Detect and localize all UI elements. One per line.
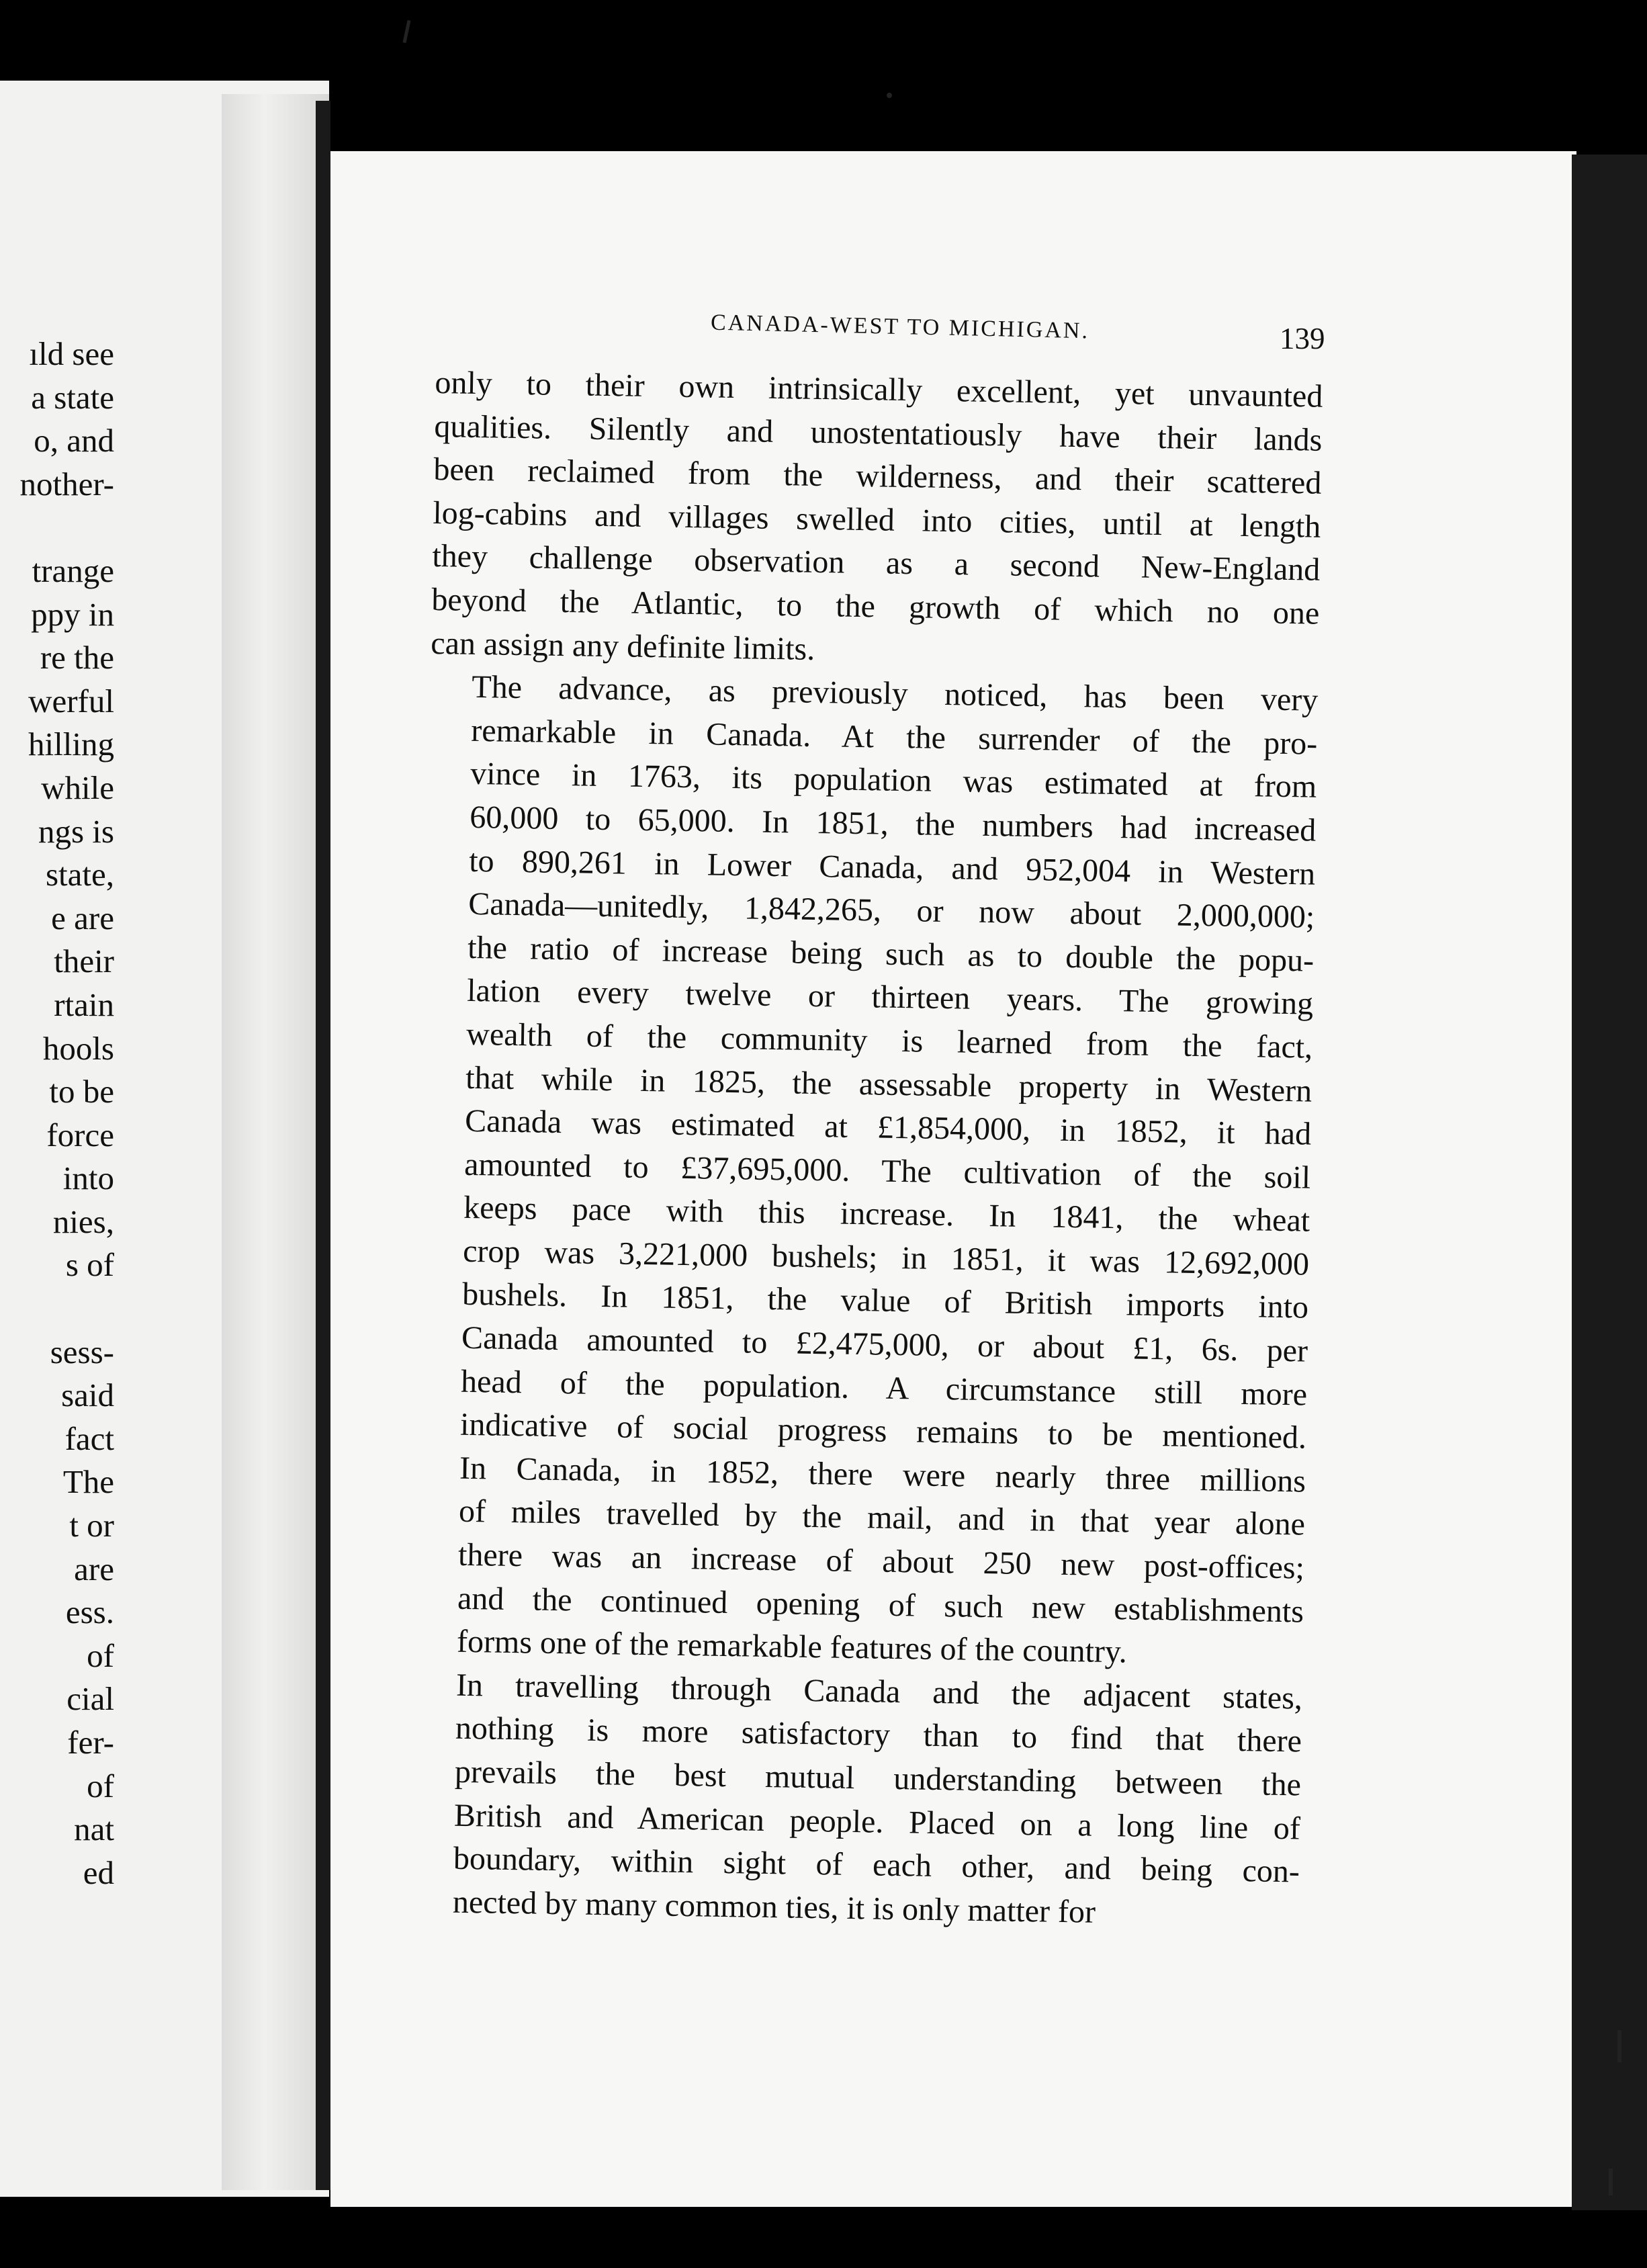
text-line: of miles travelled by the mail, and in that year alone: [458, 1493, 1306, 1542]
text-line: prevails the best mutual understanding between the: [454, 1753, 1302, 1803]
left-page-line: trange: [32, 552, 114, 589]
left-page-line: rtain: [54, 986, 114, 1023]
text-line: 60,000 to 65,000. In 1851, the numbers had increased: [469, 799, 1317, 848]
left-page-text: [0, 333, 114, 1894]
left-page-line: nat: [74, 1811, 114, 1848]
left-page-line: ıld see: [29, 335, 114, 372]
text-line: can assign any definite limits.: [431, 625, 815, 667]
left-page-line: to be: [49, 1073, 114, 1110]
left-page-line: re the: [40, 639, 114, 677]
left-page-line: t or: [69, 1507, 114, 1544]
text-line: only to their own intrinsically excellent, yet unvaunted: [435, 364, 1323, 415]
left-page-line: [0, 506, 114, 550]
text-line: Canada—unitedly, 1,842,265, or now about 2,000,000;: [468, 886, 1315, 935]
left-page-line: ess.: [65, 1594, 114, 1631]
left-page-line: of: [87, 1767, 114, 1804]
left-page-line: [0, 1287, 114, 1331]
left-page-line: state,: [45, 856, 114, 893]
left-page-line: their: [54, 943, 114, 980]
text-line: forms one of the remarkable features of the country.: [456, 1623, 1128, 1670]
text-line: wealth of the community is learned from the fact,: [465, 1016, 1313, 1065]
body-text: [410, 361, 1323, 1937]
text-line: head of the population. A circumstance still more: [460, 1363, 1308, 1413]
text-line: bushels. In 1851, the value of British imports into: [461, 1276, 1309, 1326]
page-edge-shadow: [1572, 155, 1647, 2210]
left-page-line: hilling: [28, 726, 114, 763]
text-line: qualities. Silently and unostentatiously have their lands: [434, 408, 1323, 458]
left-page-line: s of: [65, 1246, 114, 1284]
text-line: amounted to £37,695,000. The cultivation of the soil: [463, 1146, 1311, 1196]
left-page-line: nies,: [52, 1203, 114, 1240]
text-line: nothing is more satisfactory than to find that there: [455, 1710, 1302, 1759]
text-line: log-cabins and villages swelled into cities, until at length: [433, 494, 1321, 545]
paragraph: [410, 1663, 1302, 1937]
page-number: 139: [1280, 322, 1325, 355]
left-page-line: of: [87, 1637, 114, 1674]
left-page-line: o, and: [34, 422, 114, 460]
scan-speck: [403, 20, 411, 43]
text-line: keeps pace with this increase. In 1841, the wheat: [463, 1190, 1310, 1239]
text-line: British and American people. Placed on a long line of: [453, 1797, 1301, 1847]
left-page-line: a state: [31, 378, 114, 416]
left-page-line: into: [62, 1160, 114, 1197]
text-line: lation every twelve or thirteen years. The growing: [466, 973, 1314, 1022]
left-page-line: fer-: [67, 1724, 114, 1761]
text-line: to 890,261 in Lower Canada, and 952,004 in Western: [468, 842, 1316, 892]
text-line: remarkable in Canada. At the surrender of the pro-: [470, 712, 1318, 762]
text-line: there was an increase of about 250 new post-offices;: [457, 1536, 1305, 1586]
left-page-line: e are: [51, 899, 114, 936]
page-gutter: [222, 94, 329, 2190]
left-page-line: said: [61, 1377, 114, 1414]
left-page-line: hools: [42, 1029, 114, 1067]
binding-shadow: [316, 101, 330, 2190]
text-line: and the continued opening of such new establishments: [457, 1580, 1304, 1630]
text-line: nected by many common ties, it is only matter for: [452, 1884, 1096, 1930]
text-line: beyond the Atlantic, to the growth of which no one: [431, 581, 1320, 631]
text-line: indicative of social progress remains to be mentioned.: [459, 1407, 1307, 1456]
running-head: CANADA-WEST TO MICHIGAN.: [710, 310, 1090, 344]
text-line: crop was 3,221,000 bushels; in 1851, it was 12,692,000: [462, 1233, 1310, 1282]
left-page-line: ppy in: [31, 595, 114, 633]
left-page-line: fact: [64, 1420, 114, 1457]
left-page-line: ngs is: [38, 812, 114, 850]
left-page-line: The: [62, 1463, 114, 1501]
scan-speck: [887, 93, 892, 98]
paragraph: [431, 361, 1323, 679]
text-line: boundary, within sight of each other, and being con-: [453, 1840, 1300, 1890]
left-page-line: force: [46, 1116, 114, 1153]
left-page-line: cial: [66, 1680, 114, 1718]
text-line: been reclaimed from the wilderness, and their scattered: [433, 451, 1322, 501]
left-page-line: nother-: [19, 465, 114, 503]
paragraph: [415, 665, 1319, 1677]
scan-speck: [1617, 2030, 1621, 2062]
text-line: that while in 1825, the assessable property in Western: [465, 1059, 1312, 1109]
left-page-line: while: [41, 769, 114, 806]
text-line: The advance, as previously noticed, has been very: [471, 669, 1319, 718]
text-line: they challenge observation as a second New-England: [432, 538, 1321, 588]
text-line: vince in 1763, its population was estimated at from: [470, 756, 1317, 805]
scan-speck: [1609, 2169, 1613, 2195]
left-page-line: sess-: [50, 1333, 114, 1370]
left-page-line: werful: [28, 682, 114, 719]
text-line: In travelling through Canada and the adjacent states,: [455, 1667, 1303, 1716]
text-line: In Canada, in 1852, there were nearly three millions: [459, 1450, 1306, 1499]
text-line: Canada amounted to £2,475,000, or about £1, 6s. per: [461, 1319, 1308, 1369]
text-line: the ratio of increase being such as to double the popu-: [467, 929, 1315, 979]
left-page-line: are: [74, 1550, 114, 1587]
text-line: Canada was estimated at £1,854,000, in 1852, it had: [464, 1102, 1312, 1152]
left-page-line: ed: [83, 1853, 114, 1891]
